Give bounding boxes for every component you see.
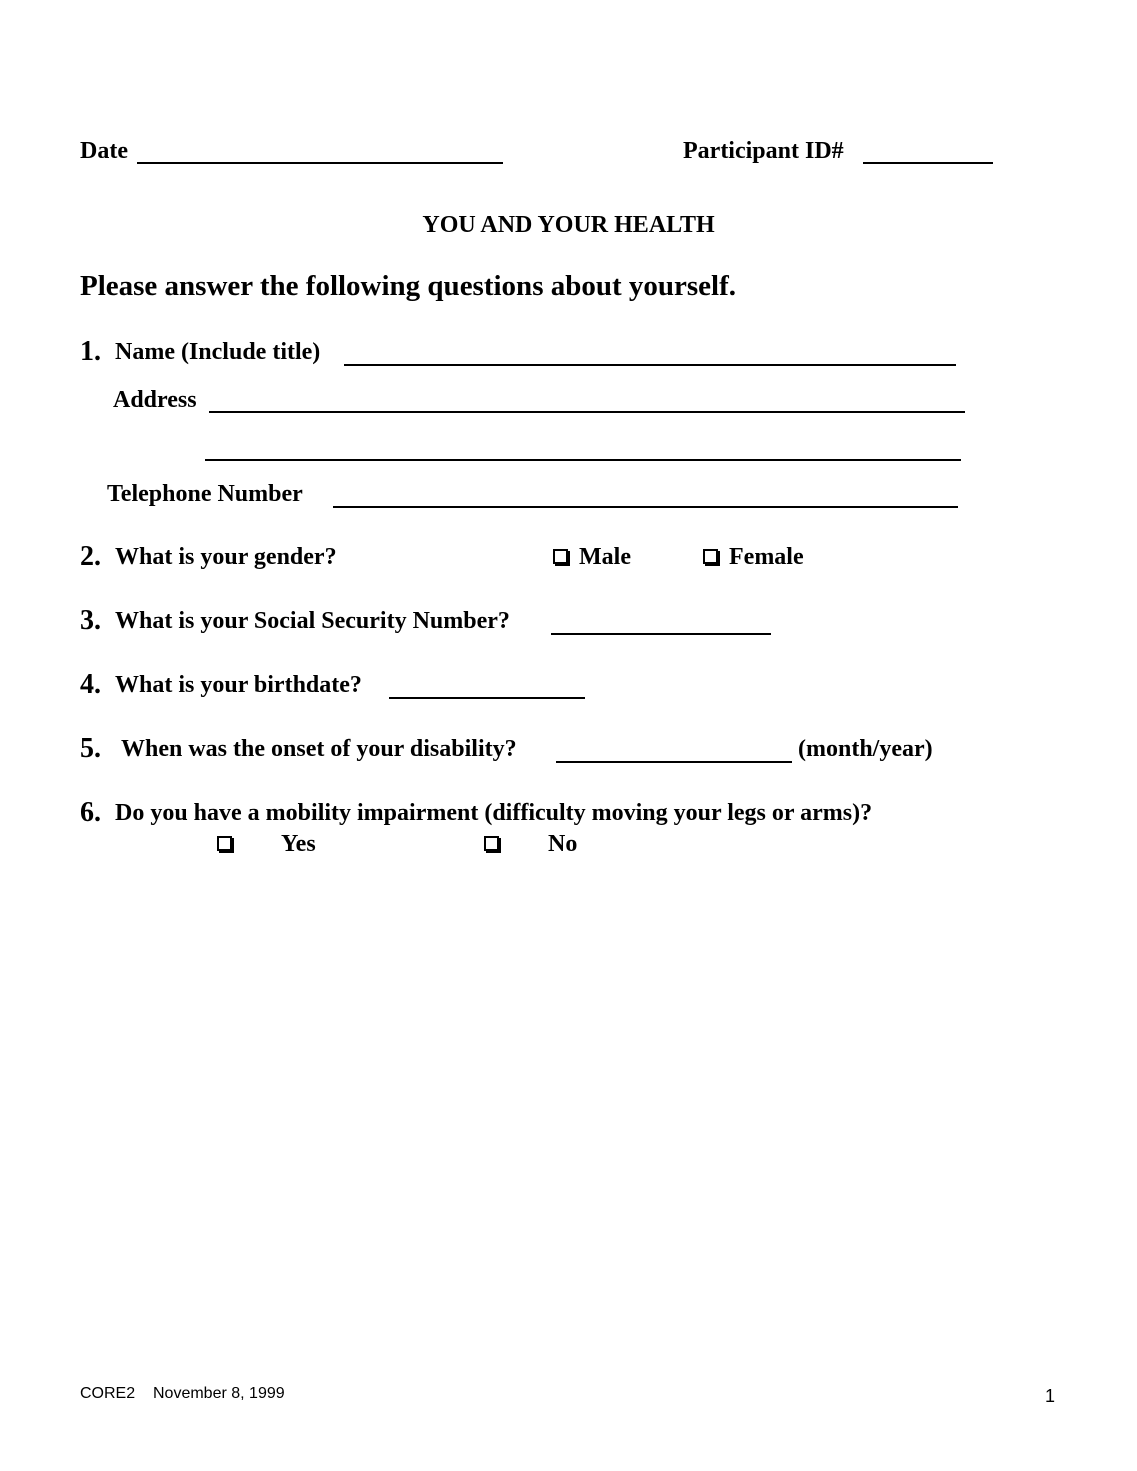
date-field[interactable] <box>137 162 503 164</box>
address-field-line-1[interactable] <box>209 411 965 413</box>
yes-option-label: Yes <box>281 831 316 857</box>
q5-text: When was the onset of your disability? <box>121 736 517 762</box>
q4-number: 4. <box>80 669 101 700</box>
participant-id-label: Participant ID# <box>683 138 844 164</box>
yes-checkbox[interactable] <box>217 836 232 851</box>
page-title: YOU AND YOUR HEALTH <box>422 212 715 238</box>
birthdate-field[interactable] <box>389 697 585 699</box>
footer-form-id: CORE2 <box>80 1385 136 1402</box>
male-checkbox[interactable] <box>553 549 568 564</box>
q4-text: What is your birthdate? <box>115 672 362 698</box>
q2-number: 2. <box>80 541 101 572</box>
q6-text: Do you have a mobility impairment (difficulty moving your legs or arms)? <box>115 800 873 826</box>
date-label: Date <box>80 138 128 164</box>
q3-text: What is your Social Security Number? <box>115 608 510 634</box>
participant-id-field[interactable] <box>863 162 993 164</box>
ssn-field[interactable] <box>551 633 771 635</box>
q3-number: 3. <box>80 605 101 636</box>
address-label: Address <box>113 387 197 413</box>
telephone-label: Telephone Number <box>107 481 303 507</box>
female-checkbox[interactable] <box>703 549 718 564</box>
male-option-label: Male <box>579 544 631 570</box>
q1-number: 1. <box>80 336 101 367</box>
disability-onset-field[interactable] <box>556 761 792 763</box>
telephone-field[interactable] <box>333 506 958 508</box>
q5-number: 5. <box>80 733 101 764</box>
no-option-label: No <box>548 831 578 857</box>
page-number: 1 <box>1045 1386 1056 1406</box>
q6-number: 6. <box>80 797 101 828</box>
name-label: Name (Include title) <box>115 339 321 365</box>
female-option-label: Female <box>729 544 804 570</box>
q2-text: What is your gender? <box>115 544 337 570</box>
no-checkbox[interactable] <box>484 836 499 851</box>
name-field[interactable] <box>344 364 956 366</box>
month-year-hint: (month/year) <box>798 736 933 762</box>
footer-date: November 8, 1999 <box>153 1385 285 1402</box>
address-field-line-2[interactable] <box>205 459 961 461</box>
instructions: Please answer the following questions about yourself. <box>80 270 737 302</box>
